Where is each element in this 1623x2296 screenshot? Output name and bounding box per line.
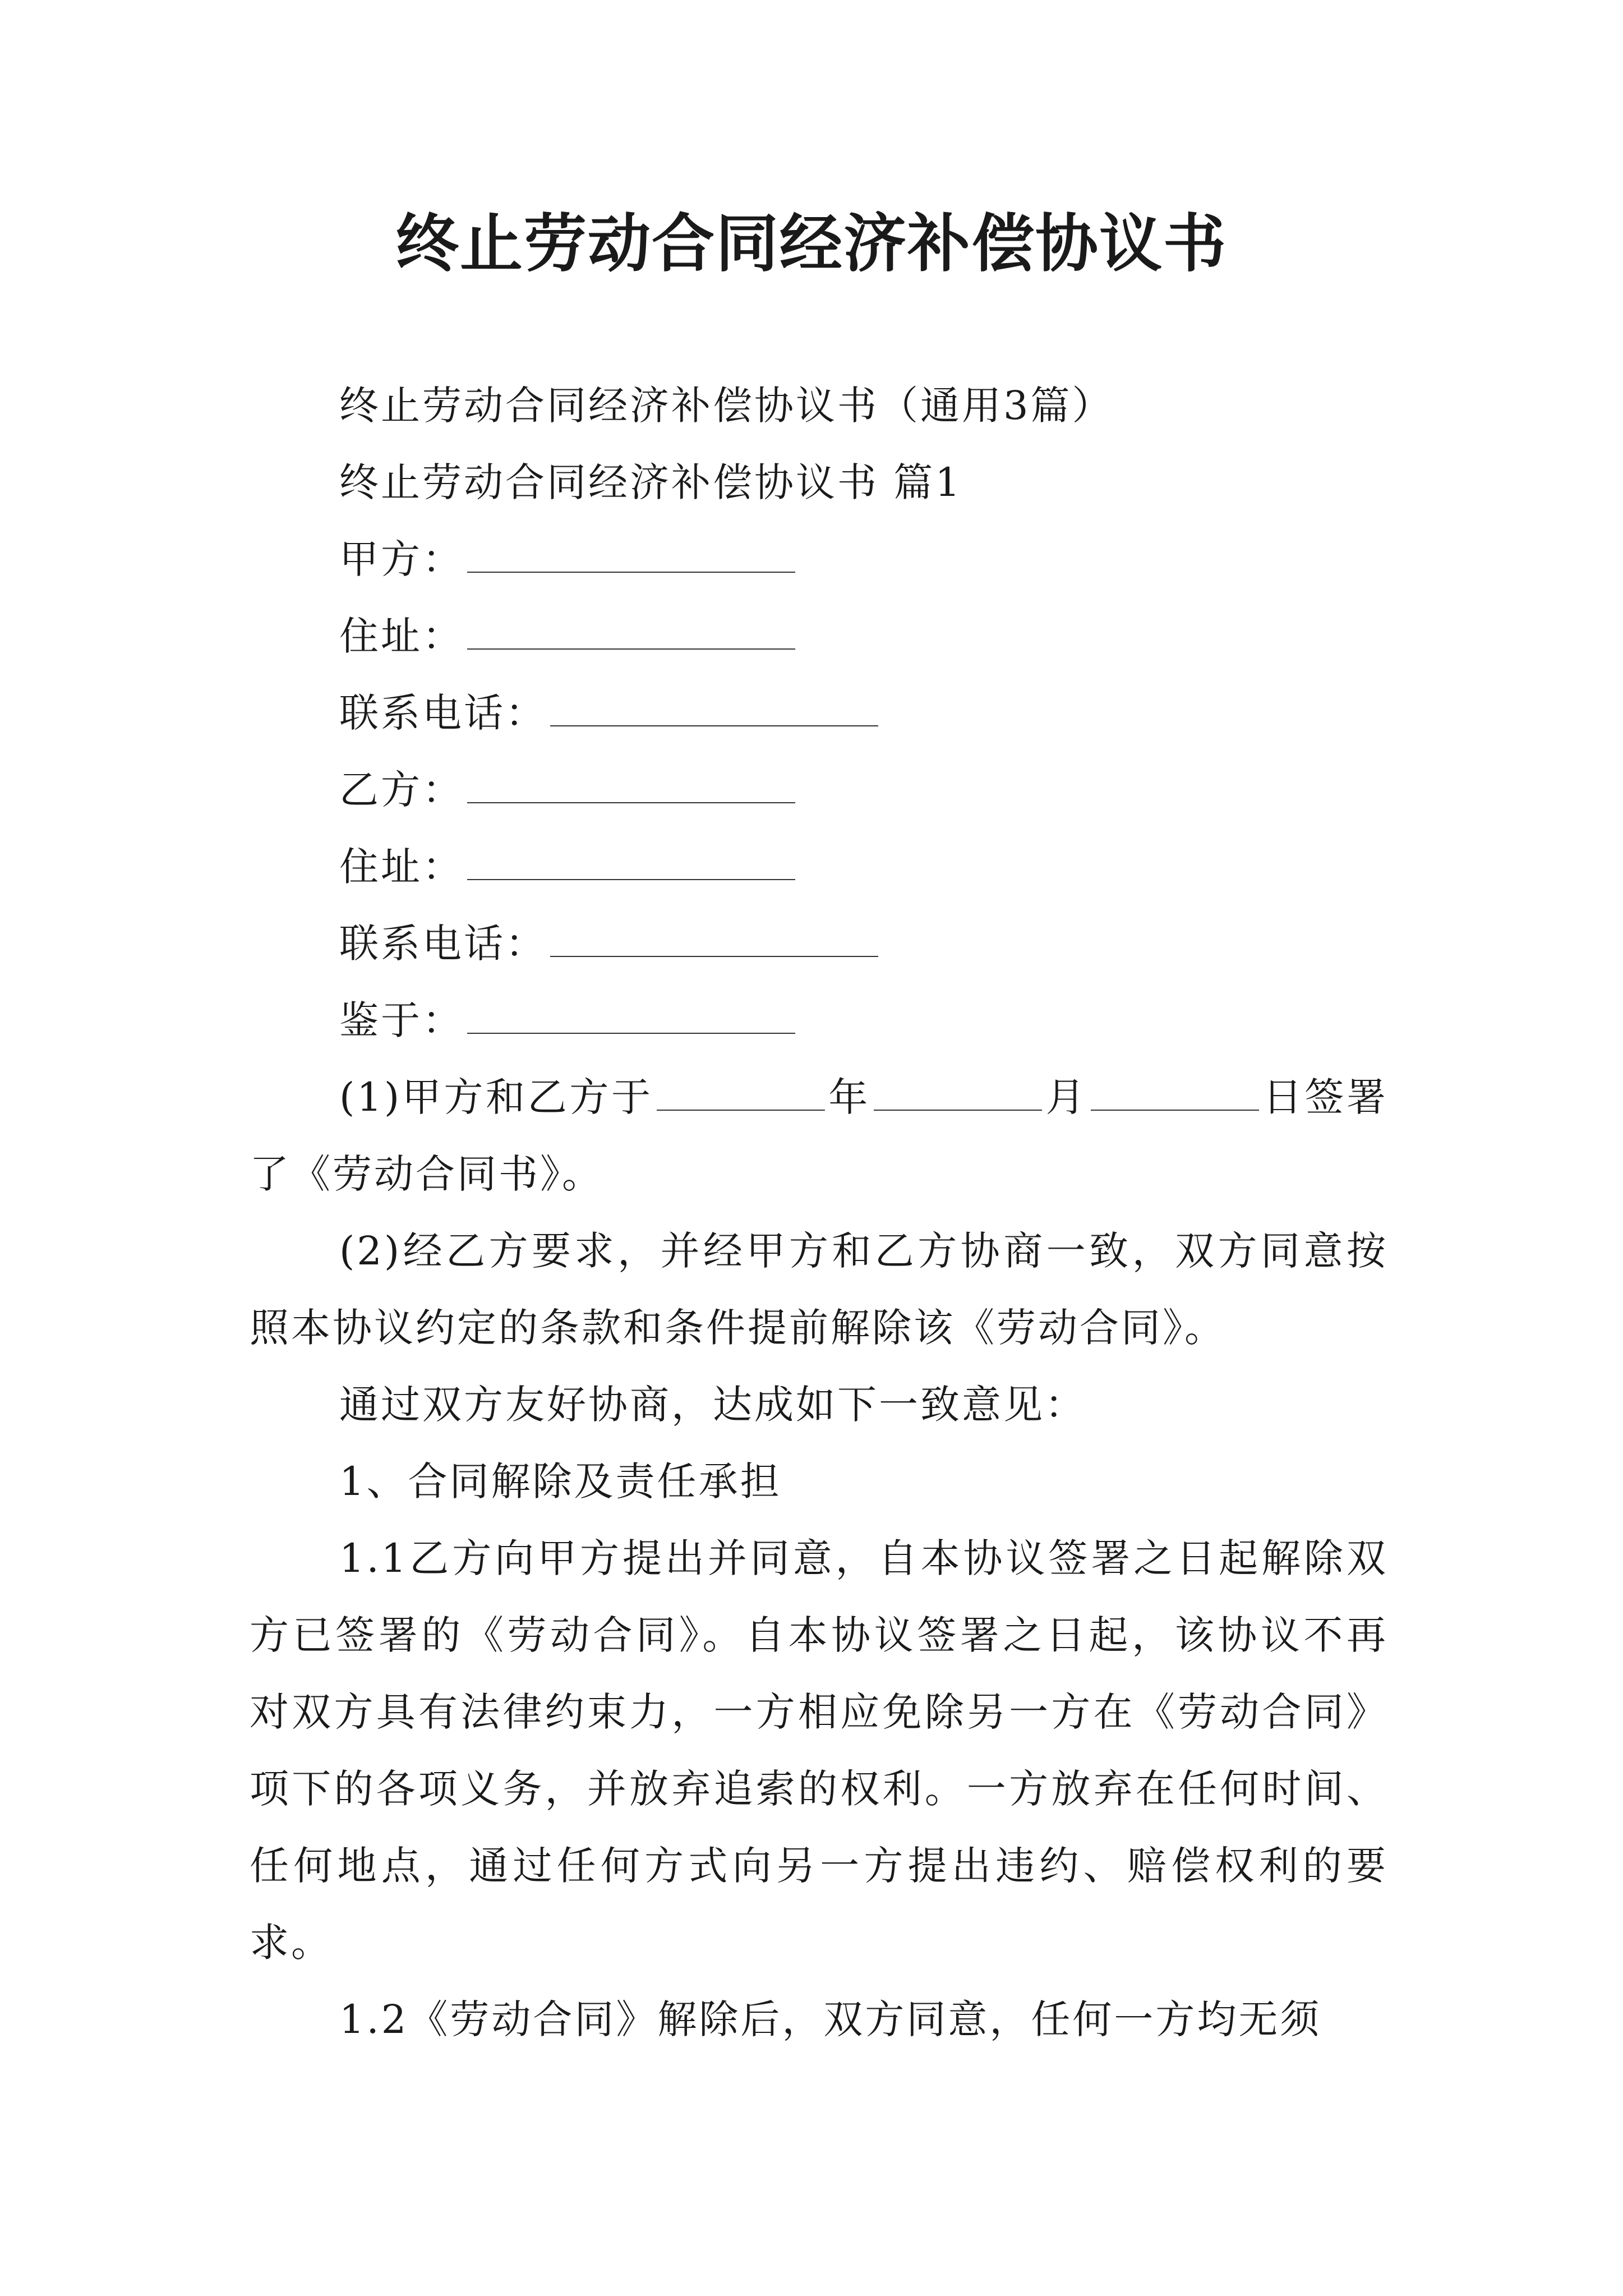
- field-label: 鉴于：: [339, 997, 464, 1043]
- field-phone-a: [250, 675, 1388, 752]
- field-whereas: [250, 982, 1388, 1059]
- document-body: [250, 367, 1388, 2058]
- fill-in-blank: [550, 905, 878, 957]
- clause-1-prefix: (1)甲方和乙方于: [339, 1074, 653, 1120]
- field-address-b: [250, 829, 1388, 905]
- field-phone-b: [250, 905, 1388, 982]
- fill-in-blank: [467, 829, 795, 880]
- clause-1: [250, 1059, 1388, 1213]
- field-label: 住址：: [339, 613, 464, 659]
- month-label: 月: [1045, 1074, 1088, 1120]
- section-1-title: 1、合同解除及责任承担: [339, 1458, 782, 1504]
- field-address-a: [250, 598, 1388, 675]
- section-1-1: 1.1乙方向甲方提出并同意，自本协议签署之日起解除双方已签署的《劳动合同》。自本协议签署之日起，该协议不再对双方具有法律约束力，一方相应免除另一方在《劳动合同》项下的各项义务，并放弃追索的权利。一方放弃在任何时间、任何地点，通过任何方式向另一方提出违约、赔偿权利的要求。: [250, 1535, 1388, 1966]
- section-1-2: 1.2《劳动合同》解除后，双方同意，任何一方均无须: [339, 1996, 1322, 2042]
- fill-in-blank: [467, 521, 795, 573]
- fill-in-blank: [467, 598, 795, 650]
- clause-1-suffix: 日签署了《劳动合同书》。: [250, 1074, 1389, 1197]
- part-heading: 终止劳动合同经济补偿协议书 篇1: [339, 459, 962, 505]
- year-blank: [657, 1059, 825, 1111]
- field-label: 甲方：: [339, 536, 464, 582]
- field-label: 乙方：: [339, 767, 464, 813]
- month-blank: [874, 1059, 1042, 1111]
- field-label: 住址：: [339, 844, 464, 890]
- agreement-intro: 通过双方友好协商，达成如下一致意见：: [339, 1382, 1086, 1428]
- fill-in-blank: [467, 752, 795, 803]
- fill-in-blank: [550, 675, 878, 726]
- field-label: 联系电话：: [339, 690, 547, 736]
- document-title: 终止劳动合同经济补偿协议书: [396, 208, 1227, 280]
- field-party-a: [250, 521, 1388, 598]
- year-label: 年: [828, 1074, 870, 1120]
- fill-in-blank: [467, 982, 795, 1034]
- field-label: 联系电话：: [339, 921, 547, 967]
- field-party-b: [250, 752, 1388, 829]
- document-subtitle: 终止劳动合同经济补偿协议书（通用3篇）: [339, 383, 1114, 429]
- day-blank: [1091, 1059, 1259, 1111]
- clause-2: (2)经乙方要求，并经甲方和乙方协商一致，双方同意按照本协议约定的条款和条件提前解除该《劳动合同》。: [250, 1228, 1388, 1351]
